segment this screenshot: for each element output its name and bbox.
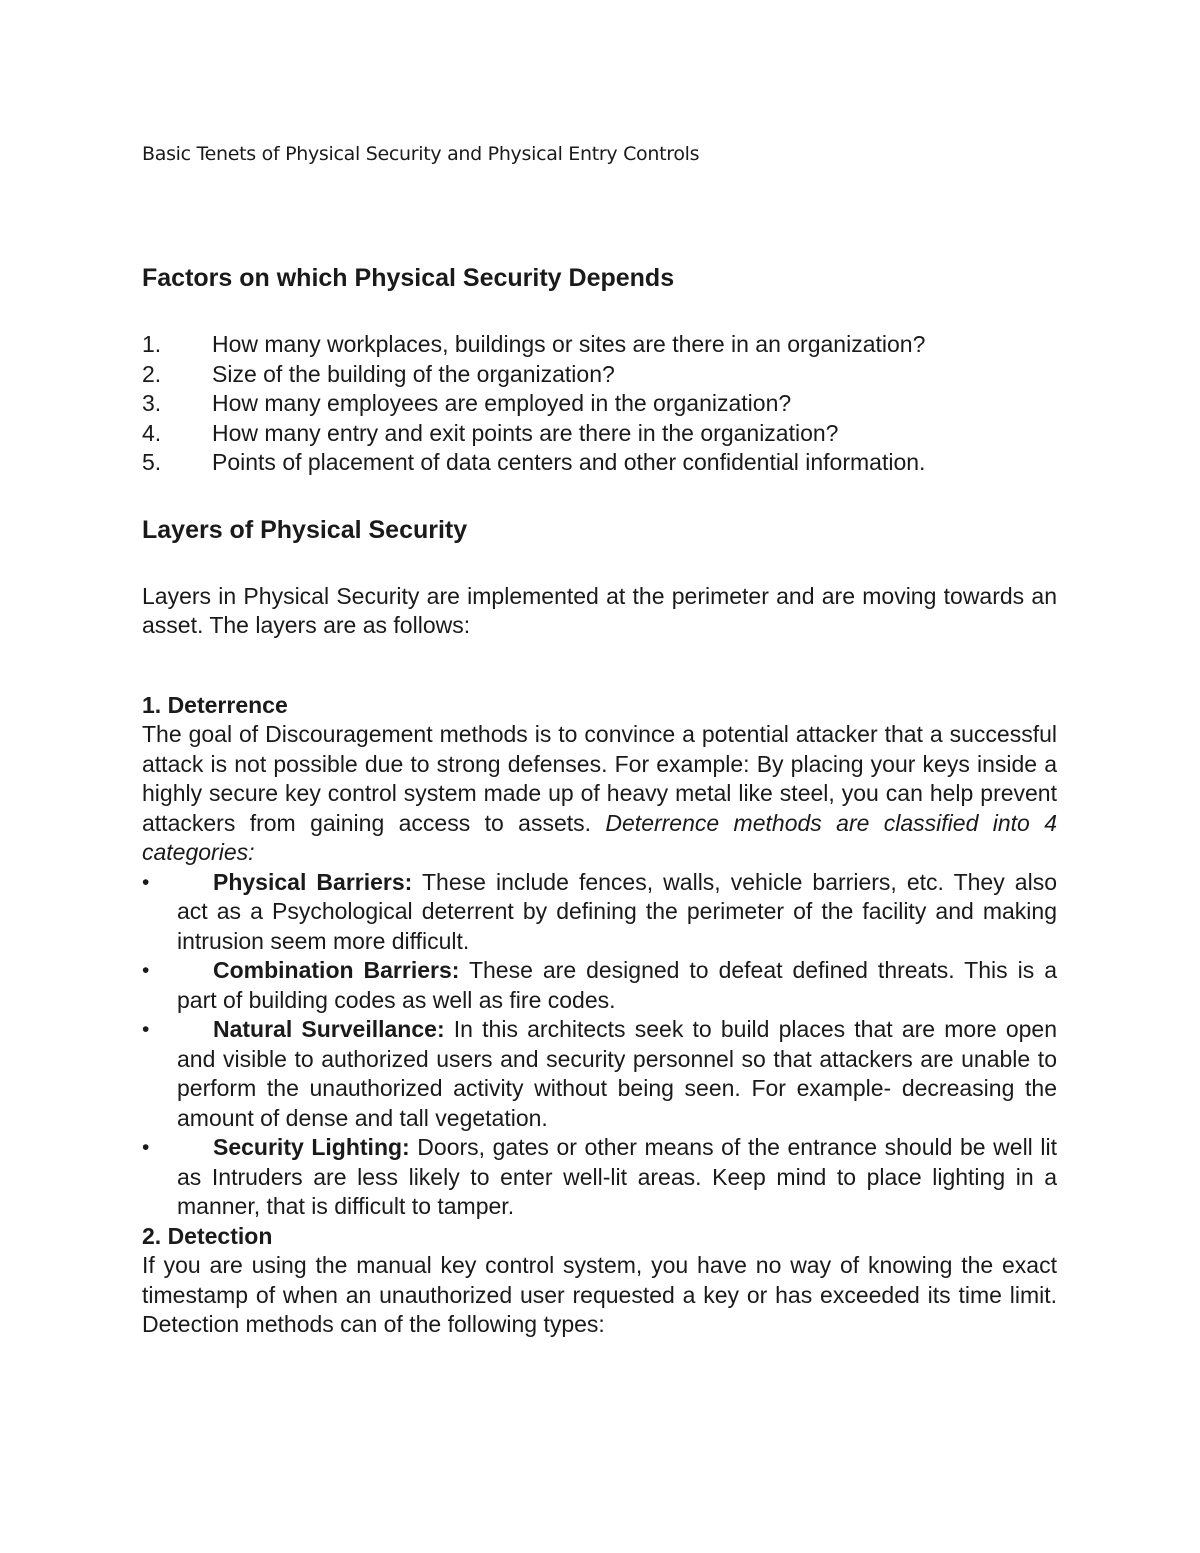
bullet-label: Natural Surveillance: [213, 1016, 445, 1042]
bullet-label: Physical Barriers: [213, 868, 413, 895]
detection-heading: 2. Detection [142, 1222, 273, 1249]
deterrence-paragraph [142, 720, 1057, 868]
factor-text: How many workplaces, buildings or sites are there in an organization? [212, 331, 926, 357]
bullet-icon: • [142, 1136, 150, 1159]
bullet-label: Combination Barriers: [213, 957, 460, 983]
deterrence-heading: 1. Deterrence [142, 691, 288, 718]
factor-item [142, 360, 1057, 390]
factor-text: Size of the building of the organization? [212, 360, 615, 387]
bullet-text: In this architects seek to build places that are more open and visible to authorized users and security personnel so that attackers are unable to perform the unauthorized activity without being seen. For example- decreasing the amount of dense and tall vegetation. [177, 1016, 1058, 1131]
factors-list [142, 330, 1057, 478]
factor-text: How many employees are employed in the organization? [212, 390, 792, 416]
factor-item [142, 389, 1057, 419]
factor-number: 3. [142, 390, 162, 416]
document-title: Basic Tenets of Physical Security and Physical Entry Controls [142, 143, 700, 165]
factors-heading: Factors on which Physical Security Depends [142, 264, 675, 292]
bullet-icon: • [142, 959, 150, 982]
factor-number: 5. [142, 449, 162, 475]
factor-text: How many entry and exit points are there in the organization? [212, 419, 839, 446]
bullet-label: Security Lighting: [213, 1134, 410, 1160]
bullet-text: These include fences, walls, vehicle barriers, etc. They also act as a Psychological deterrent by defining the perimeter of the facility and making intrusion seem more difficult. [177, 868, 1057, 954]
bullet-text: Doors, gates or other means of the entrance should be well lit as Intruders are less likely to enter well-lit areas. Keep mind to place lighting in a manner, that is difficult to tamper. [177, 1134, 1057, 1219]
factor-number: 4. [142, 419, 162, 446]
deterrence-categories-note: Deterrence methods are classified into 4 categories: [142, 809, 1058, 865]
factor-text: Points of placement of data centers and other confidential information. [212, 449, 926, 475]
detection-paragraph: If you are using the manual key control system, you have no way of knowing the exact timestamp of when an unauthorized user requested a key or has exceeded its time limit. Detection methods can of the following types: [142, 1252, 1057, 1337]
factor-number: 1. [142, 331, 162, 357]
layers-intro: Layers in Physical Security are implemented at the perimeter and are moving towards an asset. The layers are as follows: [142, 582, 1057, 638]
deterrence-body: The goal of Discouragement methods is to convince a potential attacker that a successful attack is not possible due to strong defenses. For example: By placing your keys inside a highly secure key control system made up of heavy metal like steel, you can help prevent attackers from gaining access to assets. [142, 721, 1057, 836]
bullet-item-combination-barriers [142, 956, 1057, 1015]
bullet-item-physical-barriers [142, 868, 1057, 957]
factor-item [142, 330, 1057, 360]
bullet-item-natural-surveillance [142, 1015, 1057, 1133]
layers-heading: Layers of Physical Security [142, 515, 468, 544]
bullet-icon: • [142, 870, 150, 894]
bullet-item-security-lighting [142, 1133, 1057, 1222]
factor-item [142, 419, 1057, 449]
document-body [142, 262, 1057, 1340]
deterrence-bullet-list [142, 868, 1057, 1222]
factor-number: 2. [142, 360, 162, 387]
factor-item [142, 448, 1057, 478]
bullet-icon: • [142, 1018, 150, 1041]
bullet-text: These are designed to defeat defined threats. This is a part of building codes as well as fire codes. [177, 957, 1057, 1013]
